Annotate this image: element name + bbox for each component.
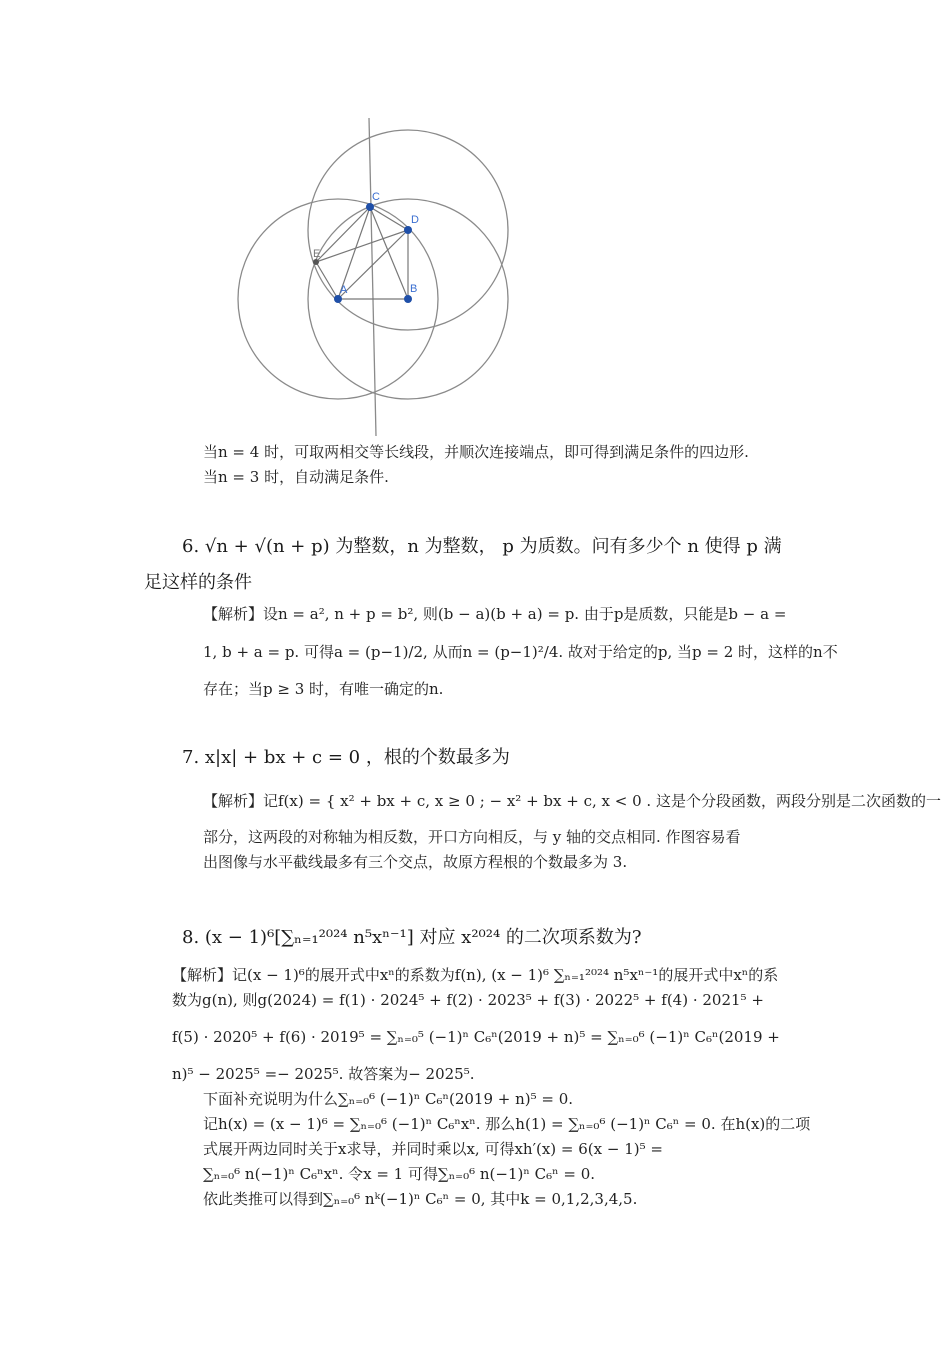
q7-title: 7. x|x| + bx + c = 0 ，根的个数最多为 bbox=[182, 747, 510, 768]
q8-solution-6: 记h(x) = (x − 1)⁶ = ∑ₙ₌₀⁶ (−1)ⁿ C₆ⁿxⁿ. 那么h(1) = ∑ₙ₌₀⁶ (−1)ⁿ C₆ⁿ = 0. 在h(x)的二项 bbox=[203, 1115, 811, 1133]
label-b: B bbox=[410, 283, 418, 295]
q7-solution-3: 出图像与水平截线最多有三个交点，故原方程根的个数最多为 3. bbox=[203, 853, 628, 871]
s5-line2: 当n = 3 时，自动满足条件. bbox=[203, 468, 389, 486]
q6-solution-3: 存在；当p ≥ 3 时，有唯一确定的n. bbox=[203, 680, 444, 698]
label-d: D bbox=[411, 214, 419, 226]
q6-solution-2: 1, b + a = p. 可得a = (p−1)/2, 从而n = (p−1)²/4. 故对于给定的p, 当p = 2 时，这样的n不 bbox=[203, 643, 838, 661]
point-b bbox=[404, 295, 412, 303]
label-a: A bbox=[340, 284, 348, 296]
geometry-figure bbox=[230, 112, 520, 437]
label-c: C bbox=[372, 191, 380, 203]
q8-solution-8: ∑ₙ₌₀⁶ n(−1)ⁿ C₆ⁿxⁿ. 令x = 1 可得∑ₙ₌₀⁶ n(−1)ⁿ C₆ⁿ = 0. bbox=[203, 1165, 596, 1183]
q8-solution-4: n)⁵ − 2025⁵ =− 2025⁵. 故答案为− 2025⁵. bbox=[172, 1065, 475, 1083]
q6-title: 6. √n + √(n + p) 为整数，n 为整数， p 为质数。问有多少个 n 使得 p 满 bbox=[182, 536, 782, 557]
vertical-line bbox=[369, 118, 376, 436]
q8-solution-3: f(5) · 2020⁵ + f(6) · 2019⁵ = ∑ₙ₌₀⁵ (−1)ⁿ C₆ⁿ(2019 + n)⁵ = ∑ₙ₌₀⁶ (−1)ⁿ C₆ⁿ(2019 + bbox=[172, 1028, 780, 1046]
q8-solution-2: 数为g(n), 则g(2024) = f(1) · 2024⁵ + f(2) · 2023⁵ + f(3) · 2022⁵ + f(4) · 2021⁵ + bbox=[172, 991, 764, 1009]
q8-solution-1: 【解析】记(x − 1)⁶的展开式中xⁿ的系数为f(n), (x − 1)⁶ ∑ₙ₌₁²⁰²⁴ n⁵xⁿ⁻¹的展开式中xⁿ的系 bbox=[172, 966, 779, 984]
point-a bbox=[334, 295, 342, 303]
s5-line1: 当n = 4 时，可取两相交等长线段，并顺次连接端点，即可得到满足条件的四边形. bbox=[203, 443, 749, 461]
q8-solution-5: 下面补充说明为什么∑ₙ₌₀⁶ (−1)ⁿ C₆ⁿ(2019 + n)⁵ = 0. bbox=[203, 1090, 574, 1108]
point-c bbox=[366, 203, 374, 211]
q6-solution-1: 【解析】设n = a², n + p = b², 则(b − a)(b + a) = p. 由于p是质数，只能是b − a = bbox=[203, 605, 787, 623]
q8-title: 8. (x − 1)⁶[∑ₙ₌₁²⁰²⁴ n⁵xⁿ⁻¹] 对应 x²⁰²⁴ 的二次项系数为? bbox=[182, 927, 642, 948]
label-e: E bbox=[313, 248, 321, 260]
q6-title2: 足这样的条件 bbox=[144, 572, 252, 593]
q7-solution-1: 【解析】记f(x) = { x² + bx + c, x ≥ 0 ; − x² + bx + c, x < 0 . 这是个分段函数，两段分别是二次函数的一 bbox=[203, 792, 941, 810]
point-d bbox=[404, 226, 412, 234]
q7-solution-2: 部分，这两段的对称轴为相反数，开口方向相反，与 y 轴的交点相同. 作图容易看 bbox=[203, 828, 741, 846]
q8-solution-9: 依此类推可以得到∑ₙ₌₀⁶ nᵏ(−1)ⁿ C₆ⁿ = 0, 其中k = 0,1,2,3,4,5. bbox=[203, 1190, 638, 1208]
q8-solution-7: 式展开两边同时关于x求导，并同时乘以x, 可得xh′(x) = 6(x − 1)⁵ = bbox=[203, 1140, 663, 1158]
